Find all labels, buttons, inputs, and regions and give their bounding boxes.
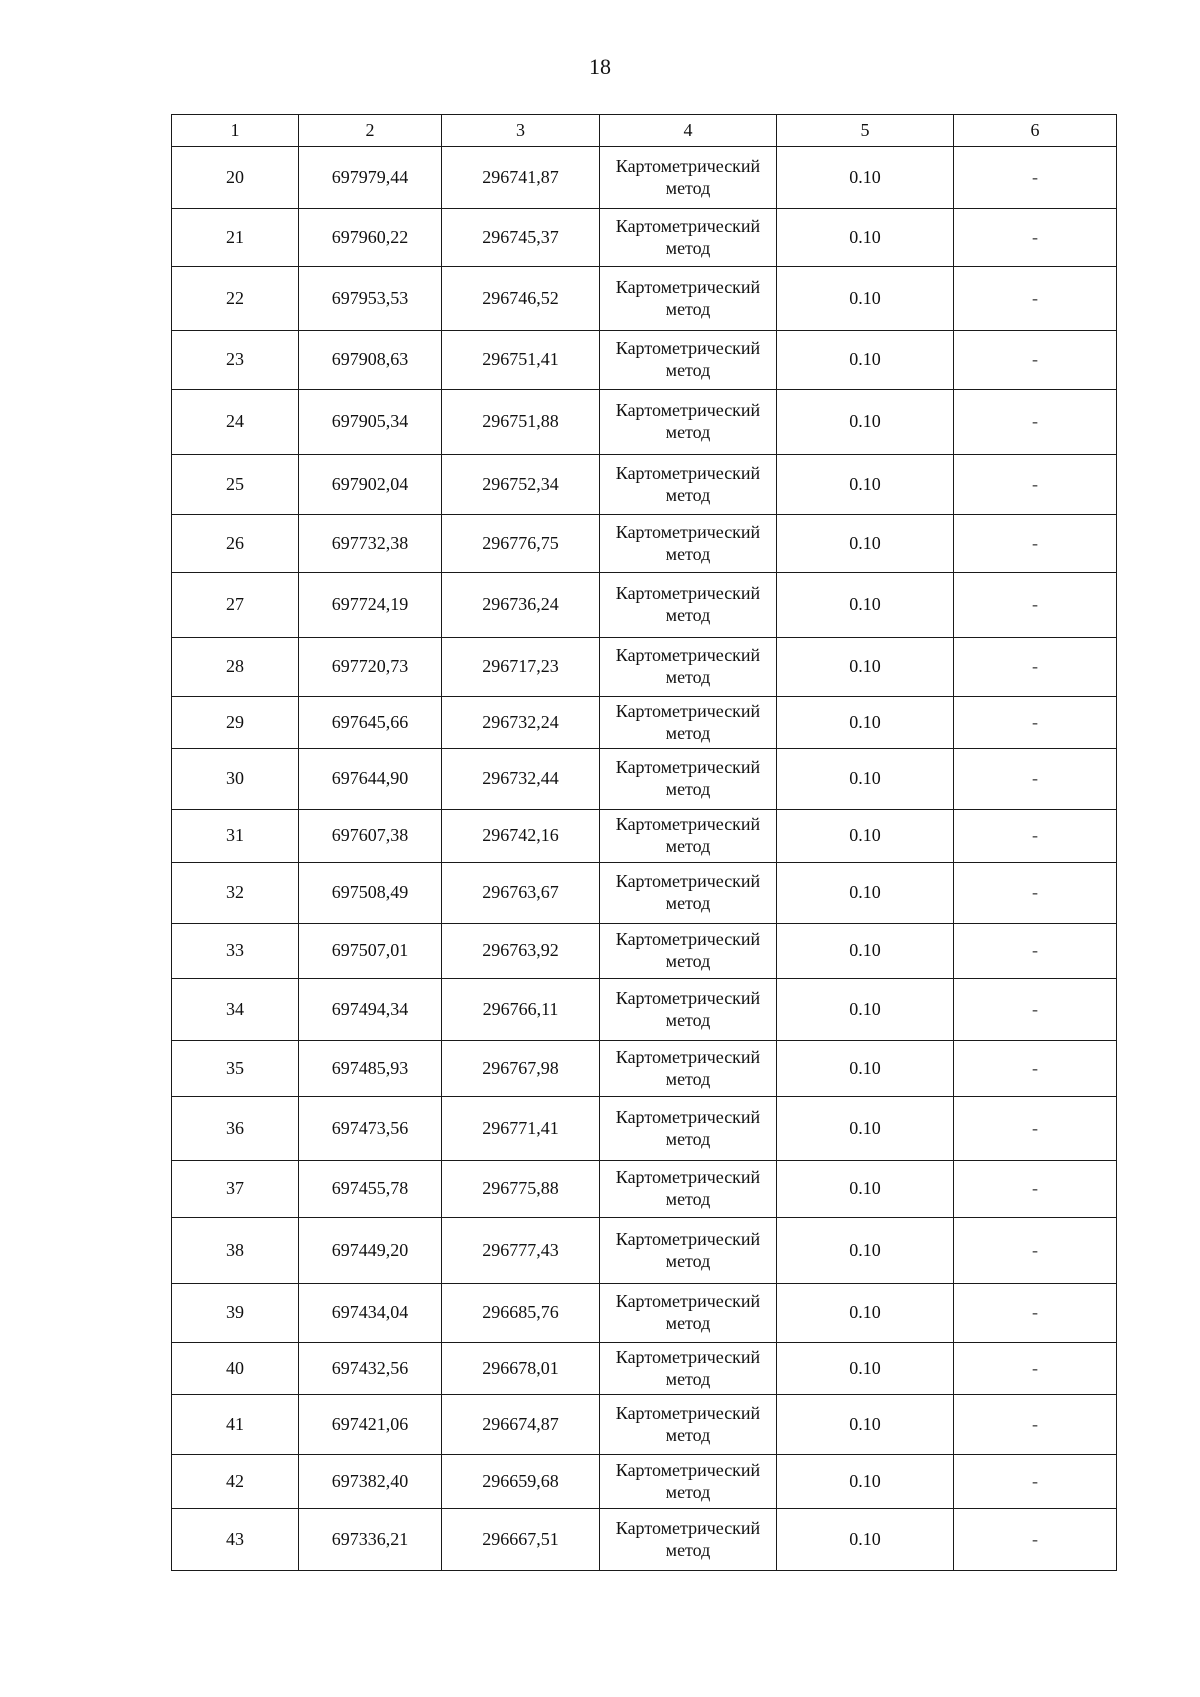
method-cell [600, 1161, 777, 1218]
method-line-1: Картометрический [615, 338, 761, 359]
method-line-2: метод [665, 722, 711, 743]
x-coordinate-cell: 697720,73 [299, 638, 442, 697]
accuracy-cell: 0.10 [777, 697, 954, 749]
x-coordinate-cell: 697644,90 [299, 749, 442, 810]
x-coordinate-cell: 697645,66 [299, 697, 442, 749]
column-header-6: 6 [954, 115, 1117, 147]
method-cell [600, 455, 777, 515]
method-line-2: метод [665, 543, 711, 564]
table-row [172, 1041, 1117, 1097]
point-number-cell: 37 [172, 1161, 299, 1218]
method-line-1: Картометрический [615, 1106, 761, 1127]
coordinates-table [171, 114, 1117, 1571]
method-line-1: Картометрический [615, 1167, 761, 1188]
method-cell [600, 697, 777, 749]
y-coordinate-cell: 296742,16 [442, 810, 600, 863]
method-cell [600, 924, 777, 979]
method-line-1: Картометрический [615, 462, 761, 483]
method-line-1: Картометрический [615, 1459, 761, 1480]
point-number-cell: 43 [172, 1509, 299, 1571]
method-line-2: метод [665, 1368, 711, 1389]
method-line-1: Картометрический [615, 645, 761, 666]
method-line-2: метод [665, 298, 711, 319]
method-cell [600, 810, 777, 863]
method-line-1: Картометрический [615, 1228, 761, 1249]
y-coordinate-cell: 296776,75 [442, 515, 600, 573]
x-coordinate-cell: 697960,22 [299, 209, 442, 267]
method-line-2: метод [665, 1539, 711, 1560]
accuracy-cell: 0.10 [777, 810, 954, 863]
method-line-2: метод [665, 1009, 711, 1030]
point-number-cell: 35 [172, 1041, 299, 1097]
y-coordinate-cell: 296717,23 [442, 638, 600, 697]
table-row [172, 1284, 1117, 1343]
y-coordinate-cell: 296752,34 [442, 455, 600, 515]
x-coordinate-cell: 697434,04 [299, 1284, 442, 1343]
method-cell [600, 749, 777, 810]
y-coordinate-cell: 296766,11 [442, 979, 600, 1041]
x-coordinate-cell: 697455,78 [299, 1161, 442, 1218]
table-row [172, 697, 1117, 749]
method-cell [600, 979, 777, 1041]
point-number-cell: 24 [172, 390, 299, 455]
method-line-2: метод [665, 893, 711, 913]
point-number-cell: 39 [172, 1284, 299, 1343]
method-line-1: Картометрический [615, 1402, 761, 1423]
column-header-1: 1 [172, 115, 299, 147]
method-line-2: метод [665, 779, 711, 799]
method-line-2: метод [665, 1189, 711, 1209]
x-coordinate-cell: 697724,19 [299, 573, 442, 638]
y-coordinate-cell: 296736,24 [442, 573, 600, 638]
table-row [172, 331, 1117, 390]
y-coordinate-cell: 296685,76 [442, 1284, 600, 1343]
description-cell: - [954, 638, 1117, 697]
point-number-cell: 21 [172, 209, 299, 267]
point-number-cell: 32 [172, 863, 299, 924]
y-coordinate-cell: 296751,41 [442, 331, 600, 390]
table-row [172, 810, 1117, 863]
y-coordinate-cell: 296678,01 [442, 1343, 600, 1395]
description-cell: - [954, 1041, 1117, 1097]
point-number-cell: 23 [172, 331, 299, 390]
x-coordinate-cell: 697953,53 [299, 267, 442, 331]
y-coordinate-cell: 296777,43 [442, 1218, 600, 1284]
method-line-2: метод [665, 1128, 711, 1149]
method-line-1: Картометрический [615, 400, 761, 421]
method-line-1: Картометрический [615, 1517, 761, 1538]
accuracy-cell: 0.10 [777, 1455, 954, 1509]
description-cell: - [954, 147, 1117, 209]
method-cell [600, 1509, 777, 1571]
method-line-2: метод [665, 1481, 711, 1502]
method-line-1: Картометрический [615, 583, 761, 604]
accuracy-cell: 0.10 [777, 1041, 954, 1097]
table-row [172, 1343, 1117, 1395]
description-cell: - [954, 1097, 1117, 1161]
x-coordinate-cell: 697979,44 [299, 147, 442, 209]
method-cell [600, 1395, 777, 1455]
page-number: 18 [589, 54, 611, 79]
accuracy-cell: 0.10 [777, 1395, 954, 1455]
method-line-2: метод [665, 177, 711, 198]
accuracy-cell: 0.10 [777, 1343, 954, 1395]
y-coordinate-cell: 296763,92 [442, 924, 600, 979]
point-number-cell: 29 [172, 697, 299, 749]
method-line-2: метод [665, 951, 711, 971]
point-number-cell: 26 [172, 515, 299, 573]
accuracy-cell: 0.10 [777, 515, 954, 573]
description-cell: - [954, 1218, 1117, 1284]
method-line-1: Картометрический [615, 757, 761, 778]
y-coordinate-cell: 296732,24 [442, 697, 600, 749]
point-number-cell: 31 [172, 810, 299, 863]
x-coordinate-cell: 697336,21 [299, 1509, 442, 1571]
y-coordinate-cell: 296741,87 [442, 147, 600, 209]
method-line-1: Картометрический [615, 987, 761, 1008]
method-cell [600, 638, 777, 697]
x-coordinate-cell: 697432,56 [299, 1343, 442, 1395]
y-coordinate-cell: 296763,67 [442, 863, 600, 924]
y-coordinate-cell: 296659,68 [442, 1455, 600, 1509]
accuracy-cell: 0.10 [777, 1161, 954, 1218]
x-coordinate-cell: 697607,38 [299, 810, 442, 863]
table-row [172, 209, 1117, 267]
description-cell: - [954, 1455, 1117, 1509]
method-line-2: метод [665, 1250, 711, 1271]
method-line-2: метод [665, 1424, 711, 1445]
accuracy-cell: 0.10 [777, 455, 954, 515]
method-line-2: метод [665, 1313, 711, 1333]
accuracy-cell: 0.10 [777, 390, 954, 455]
table-row [172, 1395, 1117, 1455]
method-line-1: Картометрический [615, 1346, 761, 1367]
table-row [172, 863, 1117, 924]
method-cell [600, 515, 777, 573]
method-line-1: Картометрический [615, 521, 761, 542]
accuracy-cell: 0.10 [777, 749, 954, 810]
x-coordinate-cell: 697905,34 [299, 390, 442, 455]
accuracy-cell: 0.10 [777, 573, 954, 638]
x-coordinate-cell: 697449,20 [299, 1218, 442, 1284]
method-line-1: Картометрический [615, 1291, 761, 1312]
method-line-2: метод [665, 836, 711, 856]
point-number-cell: 22 [172, 267, 299, 331]
x-coordinate-cell: 697508,49 [299, 863, 442, 924]
table-row [172, 1161, 1117, 1218]
method-cell [600, 1097, 777, 1161]
point-number-cell: 20 [172, 147, 299, 209]
column-header-3: 3 [442, 115, 600, 147]
table-row [172, 979, 1117, 1041]
point-number-cell: 33 [172, 924, 299, 979]
accuracy-cell: 0.10 [777, 267, 954, 331]
table-row [172, 1097, 1117, 1161]
method-cell [600, 1218, 777, 1284]
accuracy-cell: 0.10 [777, 1509, 954, 1571]
table-row [172, 455, 1117, 515]
y-coordinate-cell: 296767,98 [442, 1041, 600, 1097]
column-header-4: 4 [600, 115, 777, 147]
accuracy-cell: 0.10 [777, 863, 954, 924]
accuracy-cell: 0.10 [777, 1218, 954, 1284]
method-cell [600, 1343, 777, 1395]
table-header-row [172, 115, 1117, 147]
accuracy-cell: 0.10 [777, 147, 954, 209]
x-coordinate-cell: 697732,38 [299, 515, 442, 573]
point-number-cell: 25 [172, 455, 299, 515]
method-cell [600, 573, 777, 638]
description-cell: - [954, 573, 1117, 638]
table-row [172, 749, 1117, 810]
method-line-1: Картометрический [615, 871, 761, 892]
x-coordinate-cell: 697485,93 [299, 1041, 442, 1097]
x-coordinate-cell: 697382,40 [299, 1455, 442, 1509]
x-coordinate-cell: 697473,56 [299, 1097, 442, 1161]
description-cell: - [954, 331, 1117, 390]
method-line-2: метод [665, 484, 711, 505]
method-line-1: Картометрический [615, 1046, 761, 1067]
method-cell [600, 1284, 777, 1343]
method-line-1: Картометрический [615, 700, 761, 721]
description-cell: - [954, 1395, 1117, 1455]
point-number-cell: 36 [172, 1097, 299, 1161]
method-cell [600, 331, 777, 390]
x-coordinate-cell: 697507,01 [299, 924, 442, 979]
table-row [172, 515, 1117, 573]
accuracy-cell: 0.10 [777, 1097, 954, 1161]
method-line-1: Картометрический [615, 929, 761, 950]
column-header-5: 5 [777, 115, 954, 147]
table-row [172, 638, 1117, 697]
table-row [172, 924, 1117, 979]
description-cell: - [954, 515, 1117, 573]
method-line-1: Картометрический [615, 155, 761, 176]
accuracy-cell: 0.10 [777, 331, 954, 390]
table-row [172, 267, 1117, 331]
y-coordinate-cell: 296732,44 [442, 749, 600, 810]
description-cell: - [954, 455, 1117, 515]
table-row [172, 147, 1117, 209]
y-coordinate-cell: 296775,88 [442, 1161, 600, 1218]
x-coordinate-cell: 697494,34 [299, 979, 442, 1041]
description-cell: - [954, 697, 1117, 749]
method-line-2: метод [665, 360, 711, 380]
method-line-2: метод [665, 1068, 711, 1089]
description-cell: - [954, 1343, 1117, 1395]
description-cell: - [954, 979, 1117, 1041]
description-cell: - [954, 1284, 1117, 1343]
x-coordinate-cell: 697902,04 [299, 455, 442, 515]
description-cell: - [954, 209, 1117, 267]
description-cell: - [954, 1509, 1117, 1571]
table-body [172, 147, 1117, 1571]
method-line-2: метод [665, 237, 711, 258]
x-coordinate-cell: 697908,63 [299, 331, 442, 390]
method-line-1: Картометрический [615, 276, 761, 297]
y-coordinate-cell: 296674,87 [442, 1395, 600, 1455]
description-cell: - [954, 810, 1117, 863]
method-line-2: метод [665, 422, 711, 442]
method-cell [600, 267, 777, 331]
table-row [172, 1218, 1117, 1284]
y-coordinate-cell: 296745,37 [442, 209, 600, 267]
description-cell: - [954, 749, 1117, 810]
description-cell: - [954, 924, 1117, 979]
table-row [172, 573, 1117, 638]
point-number-cell: 30 [172, 749, 299, 810]
method-cell [600, 1455, 777, 1509]
method-line-2: метод [665, 667, 711, 687]
description-cell: - [954, 863, 1117, 924]
y-coordinate-cell: 296667,51 [442, 1509, 600, 1571]
point-number-cell: 27 [172, 573, 299, 638]
point-number-cell: 42 [172, 1455, 299, 1509]
point-number-cell: 40 [172, 1343, 299, 1395]
y-coordinate-cell: 296751,88 [442, 390, 600, 455]
method-line-2: метод [665, 605, 711, 625]
accuracy-cell: 0.10 [777, 1284, 954, 1343]
y-coordinate-cell: 296746,52 [442, 267, 600, 331]
point-number-cell: 41 [172, 1395, 299, 1455]
method-line-1: Картометрический [615, 215, 761, 236]
method-cell [600, 1041, 777, 1097]
method-cell [600, 863, 777, 924]
point-number-cell: 28 [172, 638, 299, 697]
method-cell [600, 390, 777, 455]
y-coordinate-cell: 296771,41 [442, 1097, 600, 1161]
description-cell: - [954, 1161, 1117, 1218]
table-row [172, 390, 1117, 455]
description-cell: - [954, 267, 1117, 331]
table-row [172, 1455, 1117, 1509]
description-cell: - [954, 390, 1117, 455]
x-coordinate-cell: 697421,06 [299, 1395, 442, 1455]
method-cell [600, 209, 777, 267]
point-number-cell: 38 [172, 1218, 299, 1284]
accuracy-cell: 0.10 [777, 924, 954, 979]
column-header-2: 2 [299, 115, 442, 147]
table-row [172, 1509, 1117, 1571]
accuracy-cell: 0.10 [777, 209, 954, 267]
point-number-cell: 34 [172, 979, 299, 1041]
accuracy-cell: 0.10 [777, 979, 954, 1041]
method-line-1: Картометрический [615, 814, 761, 835]
accuracy-cell: 0.10 [777, 638, 954, 697]
method-cell [600, 147, 777, 209]
